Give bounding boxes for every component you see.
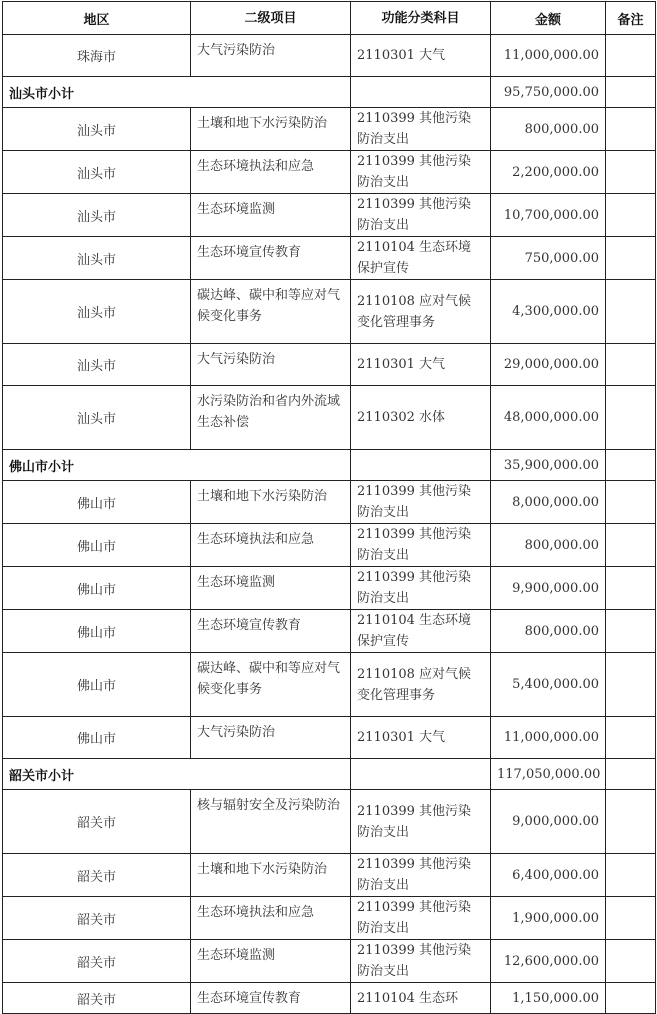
amount-cell: 1,150,000.00 (491, 983, 606, 1014)
header-remarks: 备注 (606, 2, 656, 35)
region-cell: 佛山市 (3, 481, 191, 524)
region-cell: 韶关市 (3, 983, 191, 1014)
table-row (3, 386, 656, 450)
amount-cell: 48,000,000.00 (491, 386, 606, 450)
table-row (3, 567, 656, 610)
amount-cell: 5,400,000.00 (491, 653, 606, 717)
category-cell (351, 77, 491, 108)
amount-cell: 29,000,000.00 (491, 344, 606, 386)
table-row (3, 854, 656, 897)
remarks-cell (606, 897, 656, 940)
amount-cell: 10,700,000.00 (491, 194, 606, 237)
table-row (3, 983, 656, 1014)
remarks-cell (606, 77, 656, 108)
amount-cell: 35,900,000.00 (491, 450, 606, 481)
remarks-cell (606, 344, 656, 386)
region-cell: 韶关市 (3, 854, 191, 897)
project-cell: 大气污染防治 (191, 344, 351, 386)
table-row (3, 280, 656, 344)
region-cell: 汕头市 (3, 108, 191, 151)
category-cell: 2110108 应对气候变化管理事务 (351, 280, 491, 344)
category-cell: 2110301 大气 (351, 344, 491, 386)
remarks-cell (606, 481, 656, 524)
amount-cell: 8,000,000.00 (491, 481, 606, 524)
remarks-cell (606, 35, 656, 77)
category-cell: 2110104 生态环境保护宣传 (351, 237, 491, 280)
remarks-cell (606, 854, 656, 897)
category-cell: 2110399 其他污染防治支出 (351, 897, 491, 940)
amount-cell: 9,000,000.00 (491, 790, 606, 854)
subtotal-row (3, 759, 656, 790)
category-cell: 2110104 生态环境保护宣传 (351, 610, 491, 653)
project-cell: 生态环境监测 (191, 940, 351, 983)
header-region: 地区 (3, 2, 191, 35)
region-cell: 佛山市 (3, 610, 191, 653)
amount-cell: 117,050,000.00 (491, 759, 606, 790)
category-cell: 2110399 其他污染防治支出 (351, 194, 491, 237)
region-cell: 汕头市 (3, 386, 191, 450)
region-cell: 珠海市 (3, 35, 191, 77)
amount-cell: 800,000.00 (491, 108, 606, 151)
region-cell: 佛山市 (3, 717, 191, 759)
amount-cell: 9,900,000.00 (491, 567, 606, 610)
region-cell: 汕头市 (3, 194, 191, 237)
remarks-cell (606, 759, 656, 790)
category-cell: 2110399 其他污染防治支出 (351, 481, 491, 524)
table-row (3, 194, 656, 237)
header-category: 功能分类科目 (351, 2, 491, 35)
project-cell: 水污染防治和省内外流域生态补偿 (191, 386, 351, 450)
remarks-cell (606, 151, 656, 194)
category-cell: 2110399 其他污染防治支出 (351, 790, 491, 854)
table-row (3, 717, 656, 759)
category-cell: 2110301 大气 (351, 717, 491, 759)
table-row (3, 35, 656, 77)
subtotal-label: 佛山市小计 (3, 450, 351, 481)
project-cell: 核与辐射安全及污染防治 (191, 790, 351, 854)
remarks-cell (606, 386, 656, 450)
header-project: 二级项目 (191, 2, 351, 35)
region-cell: 汕头市 (3, 344, 191, 386)
remarks-cell (606, 610, 656, 653)
project-cell: 大气污染防治 (191, 35, 351, 77)
category-cell: 2110399 其他污染防治支出 (351, 567, 491, 610)
region-cell: 佛山市 (3, 567, 191, 610)
remarks-cell (606, 940, 656, 983)
remarks-cell (606, 108, 656, 151)
project-cell: 生态环境执法和应急 (191, 524, 351, 567)
project-cell: 生态环境监测 (191, 567, 351, 610)
category-cell: 2110399 其他污染防治支出 (351, 854, 491, 897)
remarks-cell (606, 717, 656, 759)
remarks-cell (606, 653, 656, 717)
region-cell: 佛山市 (3, 653, 191, 717)
table-row (3, 610, 656, 653)
category-cell: 2110399 其他污染防治支出 (351, 940, 491, 983)
category-cell: 2110399 其他污染防治支出 (351, 151, 491, 194)
region-cell: 韶关市 (3, 897, 191, 940)
remarks-cell (606, 524, 656, 567)
region-cell: 汕头市 (3, 151, 191, 194)
amount-cell: 800,000.00 (491, 610, 606, 653)
amount-cell: 12,600,000.00 (491, 940, 606, 983)
remarks-cell (606, 567, 656, 610)
amount-cell: 11,000,000.00 (491, 35, 606, 77)
project-cell: 土壤和地下水污染防治 (191, 854, 351, 897)
remarks-cell (606, 450, 656, 481)
project-cell: 土壤和地下水污染防治 (191, 108, 351, 151)
remarks-cell (606, 194, 656, 237)
project-cell: 生态环境宣传教育 (191, 237, 351, 280)
amount-cell: 95,750,000.00 (491, 77, 606, 108)
subtotal-row (3, 77, 656, 108)
project-cell: 碳达峰、碳中和等应对气候变化事务 (191, 653, 351, 717)
amount-cell: 750,000.00 (491, 237, 606, 280)
region-cell: 佛山市 (3, 524, 191, 567)
amount-cell: 6,400,000.00 (491, 854, 606, 897)
region-cell: 汕头市 (3, 237, 191, 280)
region-cell: 韶关市 (3, 940, 191, 983)
project-cell: 大气污染防治 (191, 717, 351, 759)
project-cell: 生态环境监测 (191, 194, 351, 237)
table-row (3, 524, 656, 567)
subtotal-label: 汕头市小计 (3, 77, 351, 108)
remarks-cell (606, 237, 656, 280)
header-amount: 金额 (491, 2, 606, 35)
category-cell (351, 450, 491, 481)
amount-cell: 1,900,000.00 (491, 897, 606, 940)
table-row (3, 108, 656, 151)
table-row (3, 237, 656, 280)
category-cell (351, 759, 491, 790)
table-row (3, 790, 656, 854)
project-cell: 生态环境执法和应急 (191, 897, 351, 940)
subtotal-label: 韶关市小计 (3, 759, 351, 790)
table-row (3, 940, 656, 983)
table-row (3, 897, 656, 940)
region-cell: 韶关市 (3, 790, 191, 854)
amount-cell: 800,000.00 (491, 524, 606, 567)
category-cell: 2110399 其他污染防治支出 (351, 108, 491, 151)
remarks-cell (606, 790, 656, 854)
project-cell: 生态环境宣传教育 (191, 983, 351, 1014)
table-row (3, 344, 656, 386)
remarks-cell (606, 280, 656, 344)
remarks-cell (606, 983, 656, 1014)
table-row (3, 653, 656, 717)
project-cell: 生态环境执法和应急 (191, 151, 351, 194)
table-row (3, 481, 656, 524)
project-cell: 土壤和地下水污染防治 (191, 481, 351, 524)
amount-cell: 2,200,000.00 (491, 151, 606, 194)
amount-cell: 4,300,000.00 (491, 280, 606, 344)
table-row (3, 151, 656, 194)
category-cell: 2110301 大气 (351, 35, 491, 77)
project-cell: 生态环境宣传教育 (191, 610, 351, 653)
category-cell: 2110108 应对气候变化管理事务 (351, 653, 491, 717)
category-cell: 2110399 其他污染防治支出 (351, 524, 491, 567)
project-cell: 碳达峰、碳中和等应对气候变化事务 (191, 280, 351, 344)
category-cell: 2110104 生态环 (351, 983, 491, 1014)
table-header (3, 2, 656, 35)
region-cell: 汕头市 (3, 280, 191, 344)
category-cell: 2110302 水体 (351, 386, 491, 450)
amount-cell: 11,000,000.00 (491, 717, 606, 759)
subtotal-row (3, 450, 656, 481)
budget-table (2, 1, 656, 1014)
